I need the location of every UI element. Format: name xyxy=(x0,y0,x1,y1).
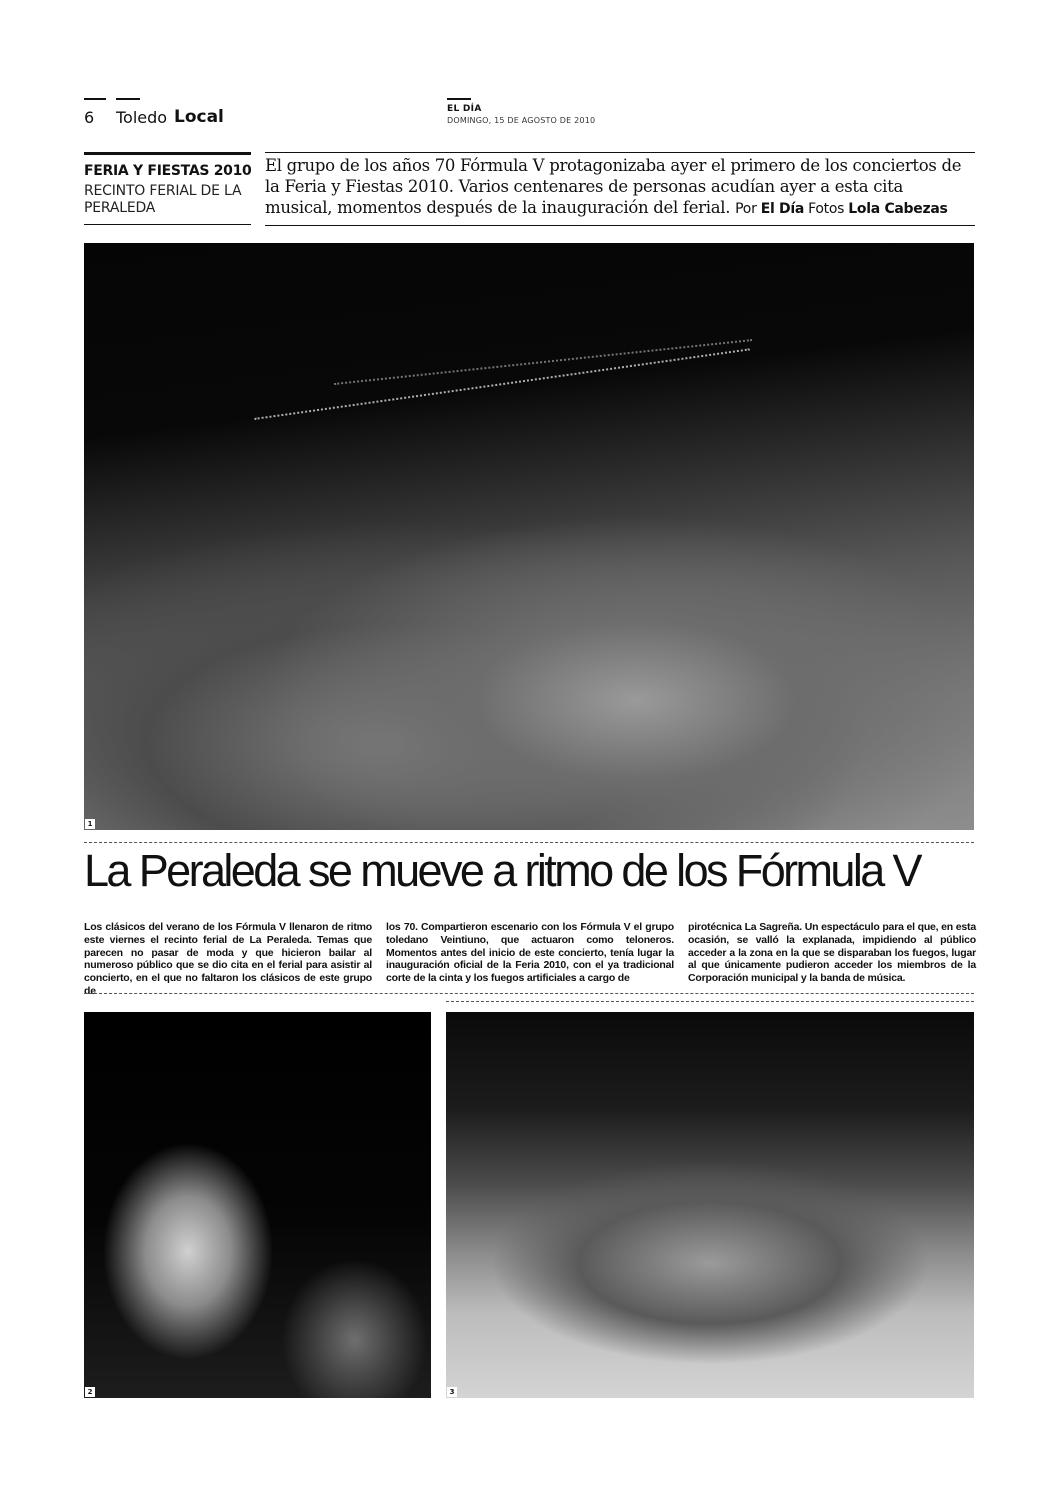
lead-bottom-rule xyxy=(265,225,975,226)
photo3-top-dashed-rule xyxy=(446,1001,974,1002)
byline-photographer: Lola Cabezas xyxy=(848,201,948,217)
header-rule-mid xyxy=(116,98,140,100)
header-rule-left xyxy=(84,98,106,100)
section-tag-subtitle: RECINTO FERIAL DE LA PERALEDA xyxy=(84,183,242,216)
crowd-photo xyxy=(84,243,974,830)
byline-author: El Día xyxy=(760,201,804,217)
lead-paragraph xyxy=(265,155,975,220)
lead-text: El grupo de los años 70 Fórmula V protagonizaba ayer el primero de los conciertos de la Feria y Fiestas 2010. Varios centenares de personas acudían ayer a esta cita musical, momentos después de la inauguración del ferial. xyxy=(265,156,962,217)
lead-top-rule xyxy=(265,152,975,153)
issue-date: DOMINGO, 15 DE AGOSTO DE 2010 xyxy=(447,116,596,125)
byline xyxy=(735,201,947,217)
singer-photo xyxy=(84,1012,431,1398)
photo-number-1: 1 xyxy=(85,819,95,829)
section-name: Local xyxy=(174,107,224,127)
byline-photos-label: Fotos xyxy=(808,201,845,217)
section-tag-title: FERIA Y FIESTAS 2010 xyxy=(84,163,252,179)
photo-number-2: 2 xyxy=(85,1387,95,1397)
body-bottom-dashed-rule xyxy=(84,993,974,994)
byline-by-label: Por xyxy=(735,201,757,217)
page-number: 6 xyxy=(84,108,95,127)
photo-number-3: 3 xyxy=(447,1387,457,1397)
body-column-1: Los clásicos del verano de los Fórmula V llenaron de ritmo este viernes el recinto ferial de La Peraleda. Temas que parecen no pasar de moda y que hicieron bailar al numeroso público que se dio cita en el ferial para asistir al concierto, en el que no faltaron los clásicos de este grupo de xyxy=(84,921,372,997)
headline: La Peraleda se mueve a ritmo de los Fórmula V xyxy=(84,845,920,896)
body-column-2: los 70. Compartieron escenario con los Fórmula V el grupo toledano Veintiuno, que actuaron como teloneros. Momentos antes del inicio de este concierto, tenía lugar la inauguración oficial de la Feria 2010, con el ya tradicional corte de la cinta y los fuegos artificiales a cargo de xyxy=(386,921,674,985)
body-column-3: pirotécnica La Sagreña. Un espectáculo para el que, en esta ocasión, se valló la explanada, impidiendo al público acceder a la zona en la que se disparaban los fuegos, lugar al que únicamente pudieron acceder los miembros de la Corporación municipal y la banda de música. xyxy=(688,921,976,985)
newspaper-name: EL DÍA xyxy=(447,104,482,114)
tag-bottom-rule xyxy=(84,224,251,225)
tag-top-rule xyxy=(84,152,251,155)
header-rule-right xyxy=(447,98,471,100)
fairground-photo xyxy=(446,1012,974,1398)
section-city: Toledo xyxy=(116,108,168,127)
